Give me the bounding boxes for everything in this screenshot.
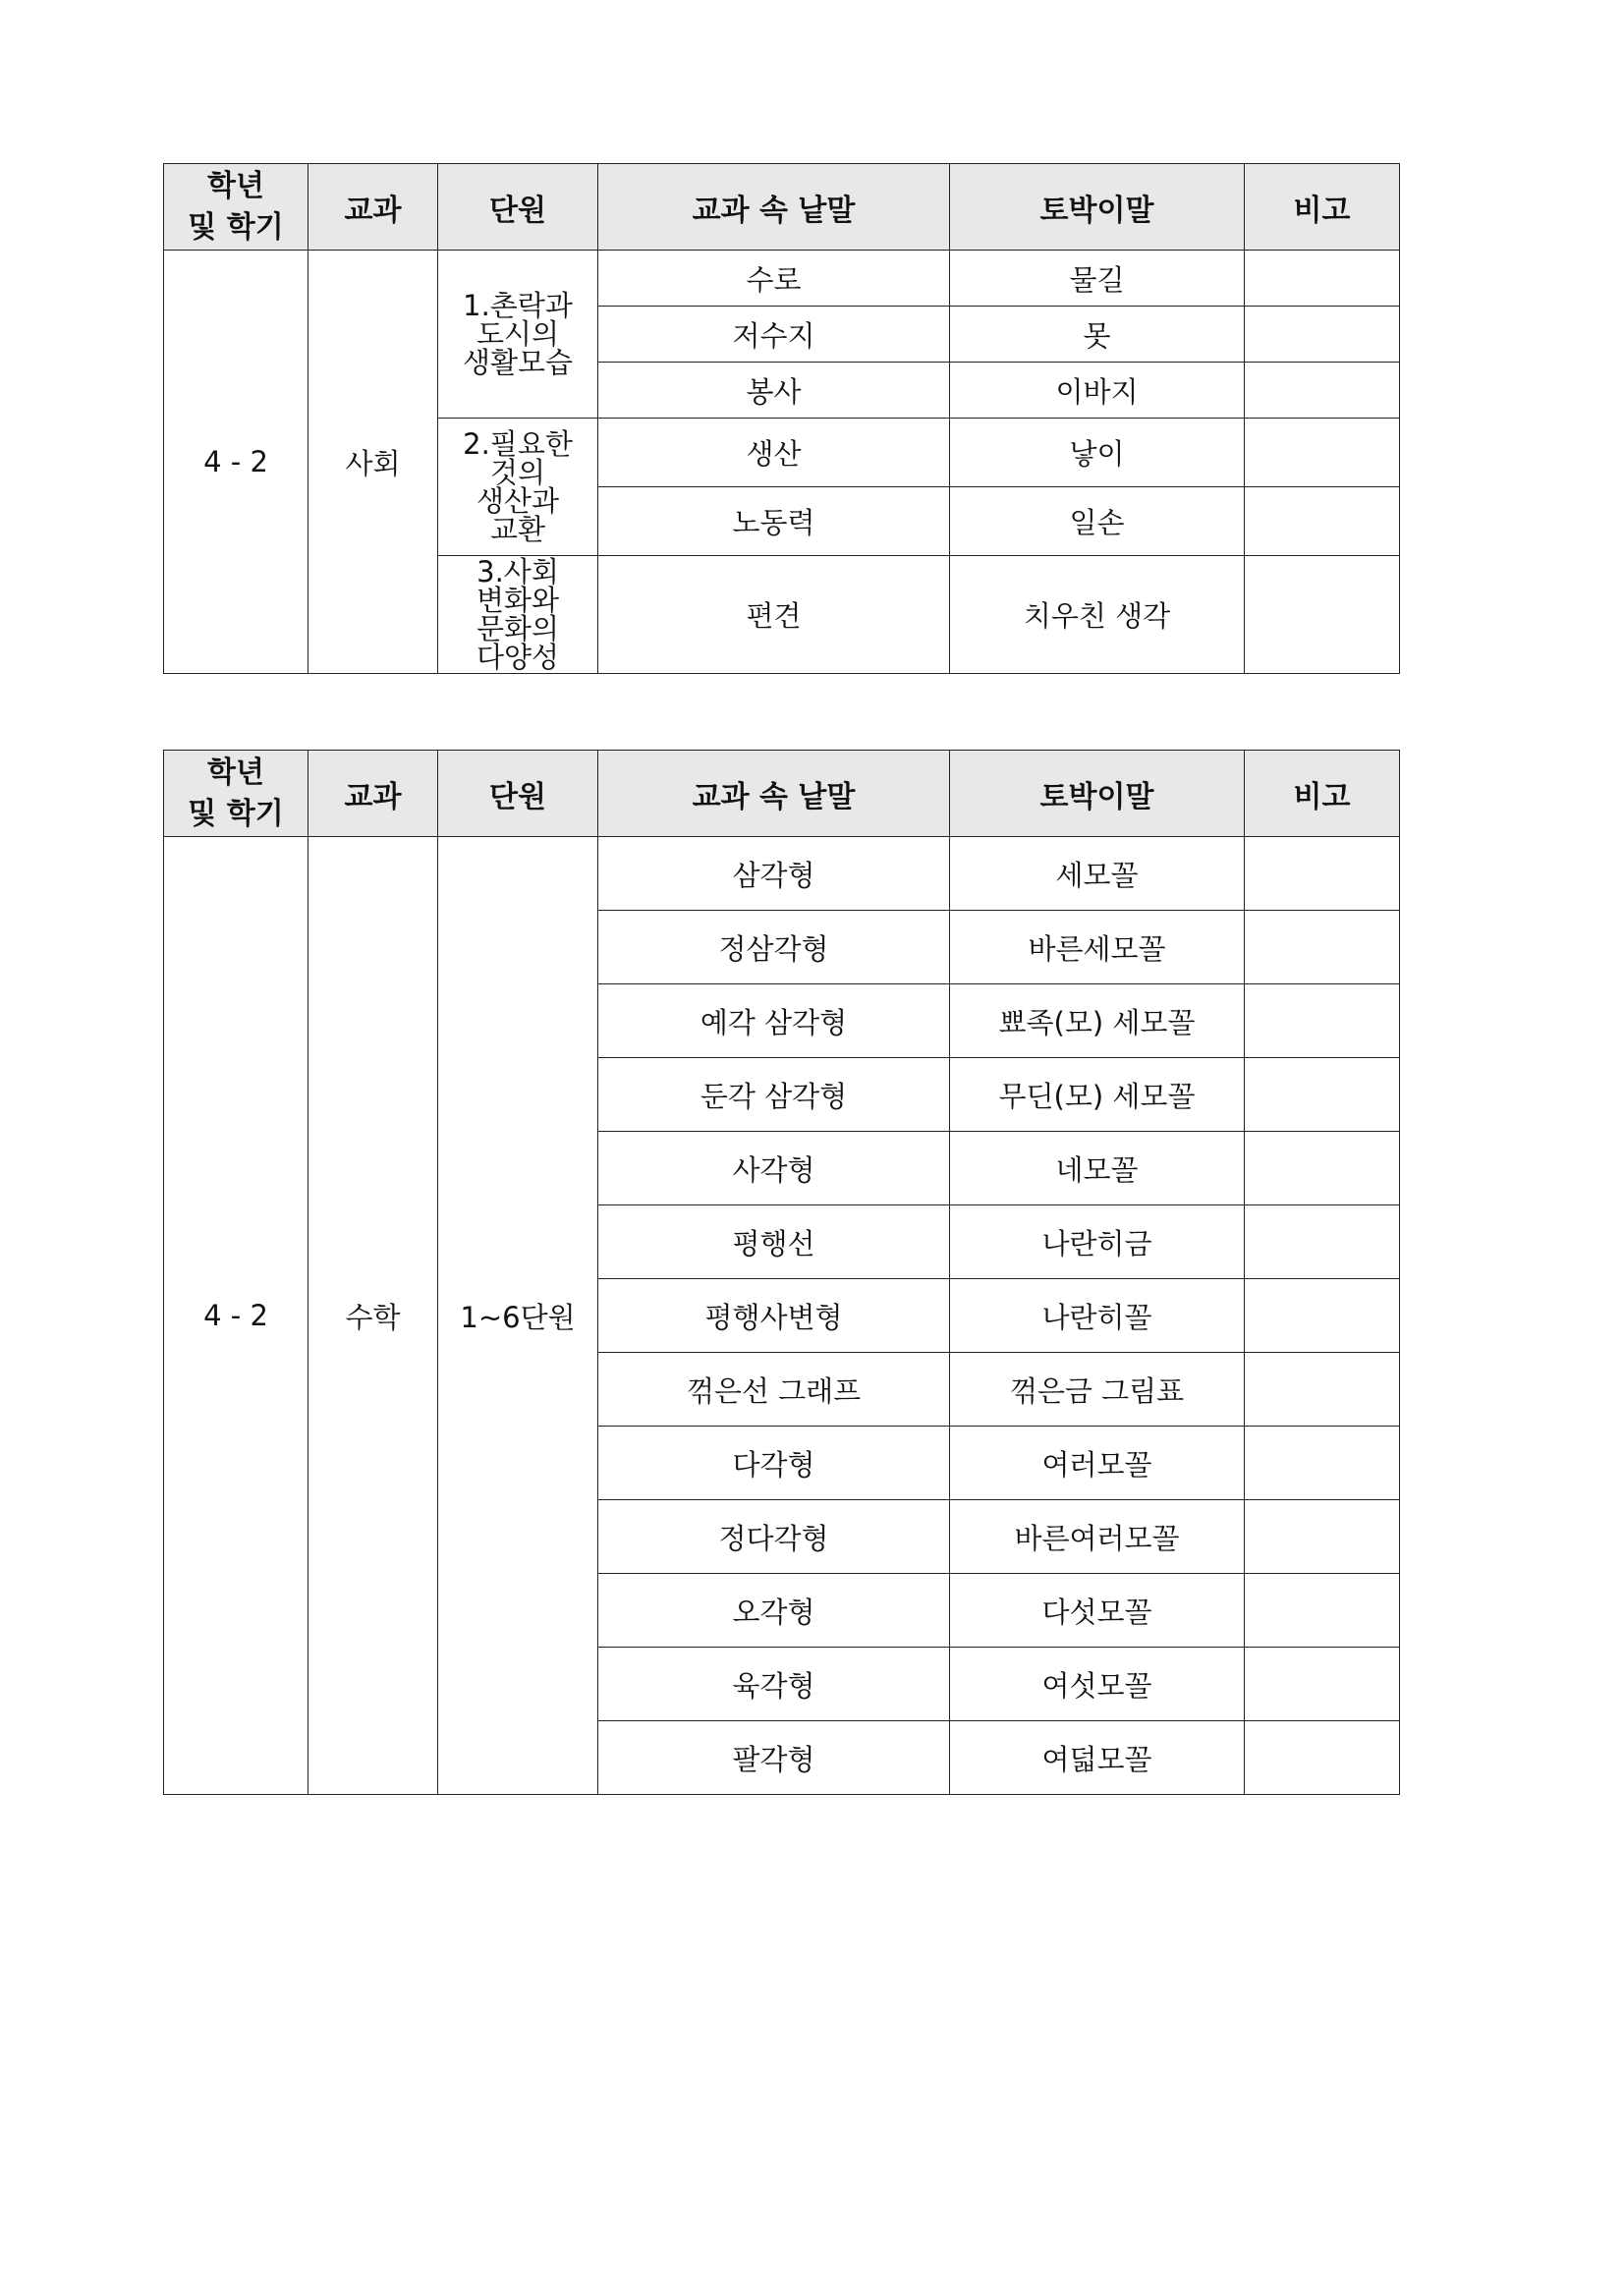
note-cell [1245,984,1400,1058]
note-header: 비고 [1245,164,1400,251]
note-cell [1245,837,1400,911]
textbook-word-cell: 봉사 [598,363,950,419]
native-word-header: 토박이말 [950,164,1245,251]
note-cell [1245,487,1400,556]
textbook-word-cell: 꺾은선 그래프 [598,1353,950,1427]
textbook-word-cell: 다각형 [598,1427,950,1500]
native-word-cell: 물길 [950,251,1245,307]
textbook-word-cell: 수로 [598,251,950,307]
textbook-word-cell: 평행선 [598,1205,950,1279]
textbook-word-cell: 저수지 [598,307,950,363]
note-header: 비고 [1245,751,1400,837]
unit-cell: 2.필요한 것의 생산과 교환 [438,419,598,556]
unit-cell: 3.사회 변화와 문화의 다양성 [438,556,598,674]
note-cell [1245,251,1400,307]
textbook-word-cell: 노동력 [598,487,950,556]
native-word-cell: 치우친 생각 [950,556,1245,674]
native-word-cell: 낳이 [950,419,1245,487]
note-cell [1245,1500,1400,1574]
native-word-cell: 여섯모꼴 [950,1648,1245,1721]
native-word-cell: 세모꼴 [950,837,1245,911]
textbook-word-cell: 팔각형 [598,1721,950,1795]
native-word-cell: 못 [950,307,1245,363]
textbook-word-header: 교과 속 낱말 [598,164,950,251]
native-word-cell: 일손 [950,487,1245,556]
header-row [164,751,1400,837]
native-word-cell: 뾰족(모) 세모꼴 [950,984,1245,1058]
note-cell [1245,363,1400,419]
grade-header-line2: 및 학기 [188,209,284,245]
native-word-cell: 여러모꼴 [950,1427,1245,1500]
table-row [164,251,1400,307]
native-word-cell: 나란히꼴 [950,1279,1245,1353]
textbook-word-cell: 생산 [598,419,950,487]
subject-header: 교과 [308,751,438,837]
social-studies-vocab-table [163,163,1400,674]
native-word-cell: 무딘(모) 세모꼴 [950,1058,1245,1132]
textbook-word-cell: 둔각 삼각형 [598,1058,950,1132]
textbook-word-cell: 평행사변형 [598,1279,950,1353]
textbook-word-cell: 편견 [598,556,950,674]
math-vocab-table [163,750,1400,1795]
native-word-cell: 꺾은금 그림표 [950,1353,1245,1427]
textbook-word-cell: 육각형 [598,1648,950,1721]
native-word-cell: 네모꼴 [950,1132,1245,1205]
textbook-word-header: 교과 속 낱말 [598,751,950,837]
unit-header: 단원 [438,751,598,837]
grade-header-line1: 학년 [207,168,264,203]
native-word-cell: 다섯모꼴 [950,1574,1245,1648]
subject-cell: 수학 [308,837,438,1795]
native-word-cell: 바른세모꼴 [950,911,1245,984]
note-cell [1245,1205,1400,1279]
note-cell [1245,1574,1400,1648]
subject-cell: 사회 [308,251,438,674]
note-cell [1245,1058,1400,1132]
textbook-word-cell: 정다각형 [598,1500,950,1574]
native-word-header: 토박이말 [950,751,1245,837]
native-word-cell: 여덟모꼴 [950,1721,1245,1795]
note-cell [1245,1132,1400,1205]
grade-header-line2: 및 학기 [188,796,284,831]
textbook-word-cell: 삼각형 [598,837,950,911]
textbook-word-cell: 정삼각형 [598,911,950,984]
textbook-word-cell: 예각 삼각형 [598,984,950,1058]
math-table-body [164,837,1400,1795]
textbook-word-cell: 오각형 [598,1574,950,1648]
native-word-cell: 바른여러모꼴 [950,1500,1245,1574]
grade-semester-header [164,164,308,251]
note-cell [1245,1427,1400,1500]
note-cell [1245,1353,1400,1427]
note-cell [1245,307,1400,363]
note-cell [1245,419,1400,487]
note-cell [1245,556,1400,674]
note-cell [1245,911,1400,984]
table-row [164,837,1400,911]
note-cell [1245,1721,1400,1795]
grade-header-line1: 학년 [207,755,264,790]
grade-cell: 4 - 2 [164,251,308,674]
subject-header: 교과 [308,164,438,251]
unit-cell: 1.촌락과 도시의 생활모습 [438,251,598,419]
note-cell [1245,1279,1400,1353]
textbook-word-cell: 사각형 [598,1132,950,1205]
note-cell [1245,1648,1400,1721]
unit-header: 단원 [438,164,598,251]
native-word-cell: 나란히금 [950,1205,1245,1279]
unit-cell: 1~6단원 [438,837,598,1795]
grade-cell: 4 - 2 [164,837,308,1795]
header-row [164,164,1400,251]
native-word-cell: 이바지 [950,363,1245,419]
grade-semester-header [164,751,308,837]
